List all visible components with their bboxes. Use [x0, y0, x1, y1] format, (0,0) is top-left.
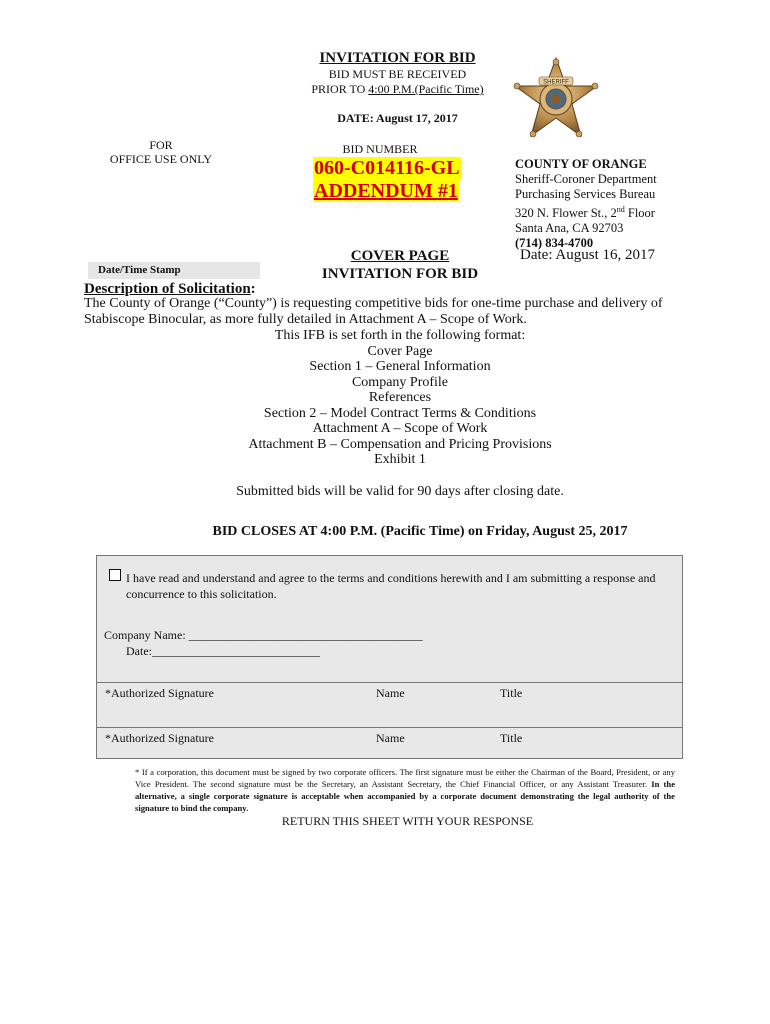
badge-text: SHERIFF: [543, 79, 569, 86]
bid-number-label: BID NUMBER: [342, 142, 418, 156]
issue-date: Date: August 16, 2017: [520, 247, 655, 263]
list-item: Attachment B – Compensation and Pricing Provisions: [248, 436, 552, 452]
divider: [96, 727, 683, 728]
office-use-line-2: OFFICE USE ONLY: [109, 152, 213, 166]
office-use-label: [78, 138, 244, 166]
format-list: [0, 328, 770, 468]
list-item: Exhibit 1: [374, 452, 426, 467]
format-intro: This IFB is set forth in the following format:: [274, 328, 526, 343]
description-body: The County of Orange (“County”) is requesting competitive bids for one-time purchase and delivery of Stabiscope Binocular, as more fully detailed in Attachment A – Scope of Work.: [84, 296, 663, 327]
date-time-stamp: Date/Time Stamp: [88, 262, 260, 279]
signature-field-2[interactable]: [96, 745, 683, 758]
list-item: Attachment A – Scope of Work: [312, 421, 488, 436]
footnote-text: * If a corporation, this document must be signed by two corporate officers. The first signature must be either the Chairman of the Board, President, or any Vice President. The second signature must be the Secretary, an Assistant Secretary, the Chief Financial Officer, or any Assistant Treasurer.: [135, 767, 675, 789]
address-sup: nd: [616, 205, 625, 214]
date-field[interactable]: Date:____________________________: [126, 644, 320, 658]
name-label-1: Name: [376, 686, 405, 700]
sheriff-badge-icon: [511, 56, 601, 142]
title-label-1: Title: [500, 686, 523, 700]
cover-page-subtitle: INVITATION FOR BID: [321, 266, 479, 282]
signature-footnote: [135, 766, 675, 814]
title-label-2: Title: [500, 731, 523, 745]
address-prefix: 320 N. Flower St., 2: [515, 206, 617, 221]
authorized-signature-label-1: *Authorized Signature: [105, 686, 214, 700]
description-heading-colon: :: [250, 281, 256, 297]
bid-number: 060-C014116-GL: [314, 157, 460, 179]
document-date: DATE: August 17, 2017: [337, 111, 458, 125]
description-heading-text: Description of Solicitation: [84, 281, 251, 297]
cover-page-title: COVER PAGE: [350, 248, 450, 264]
agree-checkbox[interactable]: [109, 569, 121, 581]
county-address: [515, 202, 745, 221]
county-city: Santa Ana, CA 92703: [515, 221, 624, 236]
prior-to-notice: [0, 79, 770, 96]
list-item: Company Profile: [351, 374, 449, 390]
list-item: Section 2 – Model Contract Terms & Conditions: [263, 405, 537, 421]
county-name: COUNTY OF ORANGE: [515, 157, 647, 171]
footnote-bold-text: In the alternative, a single corporate signature is acceptable when accompanied by a corporate document demonstrating the legal authority of the signature to bind the company.: [135, 779, 676, 813]
signature-field-1[interactable]: [96, 700, 683, 726]
prior-to-time: 4:00 P.M.(Pacific Time): [368, 82, 484, 96]
list-item: Section 1 – General Information: [309, 359, 491, 374]
authorized-signature-label-2: *Authorized Signature: [105, 731, 214, 745]
validity-note: Submitted bids will be valid for 90 days after closing date.: [236, 484, 564, 499]
agreement-text: I have read and understand and agree to the terms and conditions herewith and I am submitting a response and concurrence to this solicitation.: [126, 571, 656, 601]
list-item: Cover Page: [367, 343, 433, 359]
county-bureau: Purchasing Services Bureau: [515, 187, 656, 201]
county-phone: (714) 834-4700: [515, 236, 594, 251]
bid-received-notice: BID MUST BE RECEIVED: [328, 67, 467, 81]
bid-closing-notice: BID CLOSES AT 4:00 P.M. (Pacific Time) on Friday, August 25, 2017: [212, 524, 628, 539]
county-address-block: [515, 157, 745, 251]
office-use-line-1: FOR: [149, 138, 173, 152]
divider: [96, 682, 683, 683]
name-label-2: Name: [376, 731, 405, 745]
prior-to-prefix: PRIOR TO: [311, 82, 369, 96]
return-sheet-note: RETURN THIS SHEET WITH YOUR RESPONSE: [281, 814, 534, 828]
addendum-label: ADDENDUM #1: [314, 180, 458, 202]
list-item: References: [368, 390, 432, 405]
document-title: INVITATION FOR BID: [319, 50, 476, 66]
county-department: Sheriff-Coroner Department: [515, 172, 657, 186]
company-name-field[interactable]: Company Name: _______________________________________: [104, 628, 423, 642]
address-suffix: Floor: [624, 206, 655, 221]
